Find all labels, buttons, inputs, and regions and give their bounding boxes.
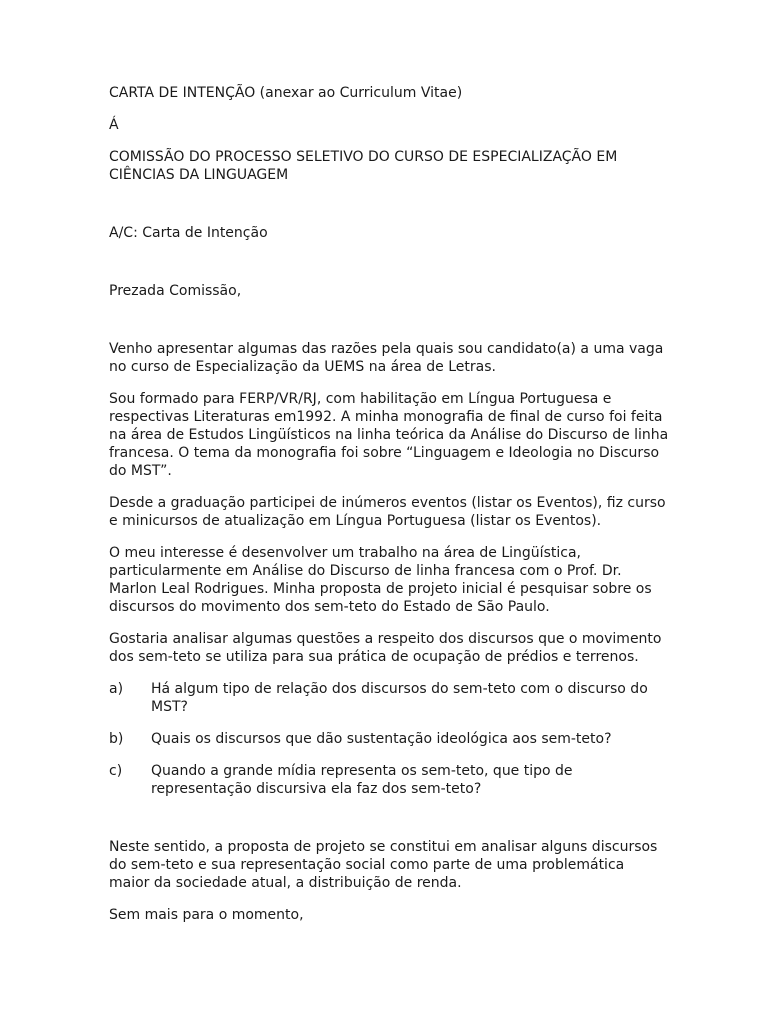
addressee-prefix: Á (109, 117, 119, 133)
question-marker: b) (109, 731, 124, 747)
letter-title: CARTA DE INTENÇÃO (anexar ao Curriculum Vitae) (109, 85, 463, 101)
question-text: Quando a grande mídia representa os sem-teto, que tipo de representação discursiva ela faz dos sem-teto? (151, 763, 573, 797)
committee-name: COMISSÃO DO PROCESSO SELETIVO DO CURSO DE ESPECIALIZAÇÃO EM CIÊNCIAS DA LINGUAGEM (109, 149, 618, 183)
question-item-b (109, 730, 669, 748)
paragraph-questions-intro: Gostaria analisar algumas questões a respeito dos discursos que o movimento dos sem-teto se utiliza para sua prática de ocupação de prédios e terrenos. (109, 631, 662, 665)
closing-line: Sem mais para o momento, (109, 907, 304, 923)
question-item-a (109, 680, 669, 716)
question-text: Quais os discursos que dão sustentação ideológica aos sem-teto? (151, 731, 612, 747)
letter-page (109, 84, 669, 924)
question-text: Há algum tipo de relação dos discursos do sem-teto com o discurso do MST? (151, 681, 648, 715)
question-marker: a) (109, 681, 124, 697)
paragraph-intro: Venho apresentar algumas das razões pela quais sou candidato(a) a uma vaga no curso de Especialização da UEMS na área de Letras. (109, 341, 664, 375)
paragraph-events: Desde a graduação participei de inúmeros eventos (listar os Eventos), fiz curso e minicursos de atualização em Língua Portuguesa (listar os Eventos). (109, 495, 666, 529)
paragraph-conclusion: Neste sentido, a proposta de projeto se constitui em analisar alguns discursos do sem-teto e sua representação social como parte de uma problemática maior da sociedade atual, a distribuição de renda. (109, 839, 658, 891)
subject-line: A/C: Carta de Intenção (109, 225, 268, 241)
question-item-c (109, 762, 669, 798)
question-marker: c) (109, 763, 123, 779)
paragraph-interest: O meu interesse é desenvolver um trabalho na área de Lingüística, particularmente em Análise do Discurso de linha francesa com o Prof. Dr. Marlon Leal Rodrigues. Minha proposta de projeto inicial é pesquisar sobre os discursos do movimento dos sem-teto do Estado de São Paulo. (109, 545, 652, 615)
salutation: Prezada Comissão, (109, 283, 242, 299)
paragraph-education: Sou formado para FERP/VR/RJ, com habilitação em Língua Portuguesa e respectivas Literaturas em1992. A minha monografia de final de curso foi feita na área de Estudos Lingüísticos na linha teórica da Análise do Discurso de linha francesa. O tema da monografia foi sobre “Linguagem e Ideologia no Discurso do MST”. (109, 391, 669, 479)
